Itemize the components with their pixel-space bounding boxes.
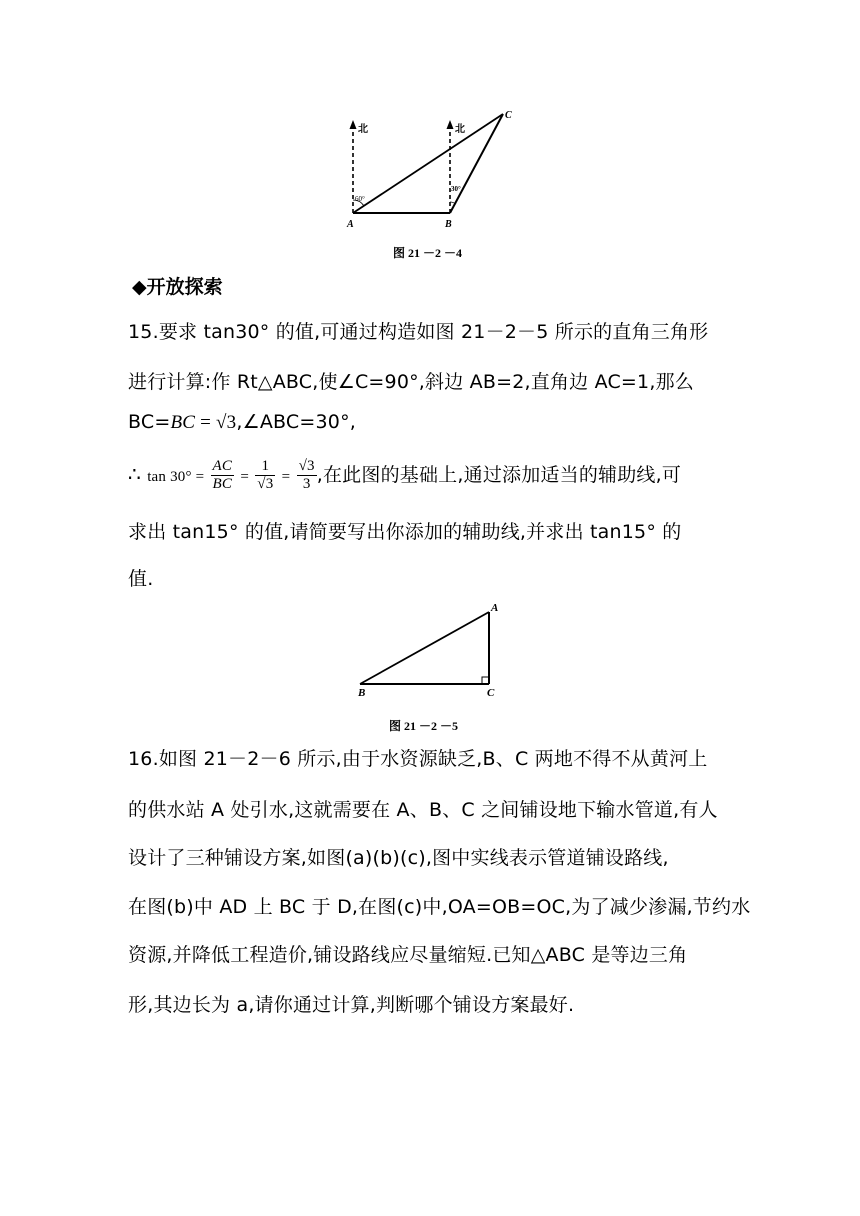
therefore-symbol: ∴: [128, 462, 141, 486]
fraction-sqrt3-3-denominator: 3: [302, 476, 311, 492]
point-label-b: B: [445, 219, 452, 230]
q15-line-4: [128, 458, 681, 493]
segment-ba: [360, 612, 489, 684]
q15-line-6: 值.: [128, 568, 154, 590]
q15-line-3-formula-lhs: BC: [170, 412, 196, 433]
angle-label-a: 60°: [355, 195, 365, 203]
equals-sign-2: =: [281, 469, 291, 485]
fraction-1-sqrt3: [255, 458, 275, 493]
right-angle-mark: [482, 677, 489, 684]
section-title: ◆开放探索: [132, 276, 223, 298]
q15-line-5: 求出 tan15° 的值,请简要写出你添加的辅助线,并求出 tan15° 的: [128, 521, 682, 543]
q16-line-5: 资源,并降低工程造价,铺设路线应尽量缩短.已知△ABC 是等边三角: [128, 944, 688, 966]
fraction-1-sqrt3-denominator: √3: [257, 476, 274, 492]
north-arrow-b-icon: [447, 120, 454, 129]
tan30-label: tan 30° =: [147, 469, 205, 485]
q15-line-1: 15.要求 tan30° 的值,可通过构造如图 21－2－5 所示的直角三角形: [128, 321, 709, 343]
north-arrow-a-icon: [350, 120, 357, 129]
figure-21-2-5: [350, 598, 510, 703]
fraction-sqrt3-3-numerator: √3: [298, 458, 315, 474]
q15-line-3-sqrt: √3: [216, 412, 237, 433]
angle-label-b: 30°: [451, 185, 461, 193]
equals-sign-1: =: [240, 469, 250, 485]
point-label-c: C: [505, 110, 512, 121]
q15-line-3-prefix: BC=: [128, 411, 171, 433]
figure-21-2-4: [340, 100, 530, 235]
point-label-c: C: [487, 687, 495, 699]
q16-line-1: 16.如图 21－2－6 所示,由于水资源缺乏,B、C 两地不得不从黄河上: [128, 748, 708, 770]
q15-line-3: [128, 410, 356, 435]
north-label-a: 北: [358, 124, 368, 135]
point-label-a: A: [347, 219, 354, 230]
segment-ac: [353, 114, 503, 213]
point-label-a: A: [491, 602, 499, 614]
figure-caption-21-2-5: 图 21 －2 －5: [389, 719, 459, 733]
q16-line-2: 的供水站 A 处引水,这就需要在 A、B、C 之间铺设地下输水管道,有人: [128, 799, 718, 821]
q15-line-2: 进行计算:作 Rt△ABC,使∠C=90°,斜边 AB=2,直角边 AC=1,那么: [128, 371, 694, 393]
q16-line-6: 形,其边长为 a,请你通过计算,判断哪个铺设方案最好.: [128, 994, 575, 1016]
q15-line-4-suffix: ,在此图的基础上,通过添加适当的辅助线,可: [316, 464, 682, 486]
fraction-ac-bc-numerator: AC: [212, 458, 233, 474]
q15-line-3-suffix: ,∠ABC=30°,: [236, 411, 357, 433]
fraction-1-sqrt3-numerator: 1: [255, 458, 275, 476]
fraction-ac-bc-denominator: BC: [212, 476, 233, 492]
fraction-sqrt3-3: [297, 458, 317, 493]
q16-line-3: 设计了三种铺设方案,如图(a)(b)(c),图中实线表示管道铺设路线,: [128, 847, 669, 869]
q16-line-4: 在图(b)中 AD 上 BC 于 D,在图(c)中,OA=OB=OC,为了减少渗漏,节约水: [128, 896, 751, 918]
north-label-b: 北: [455, 124, 465, 135]
point-label-b: B: [358, 687, 366, 699]
fraction-ac-bc: [211, 458, 235, 493]
q15-line-3-formula-eq: =: [195, 412, 217, 433]
figure-caption-21-2-4: 图 21 －2 －4: [393, 246, 463, 260]
